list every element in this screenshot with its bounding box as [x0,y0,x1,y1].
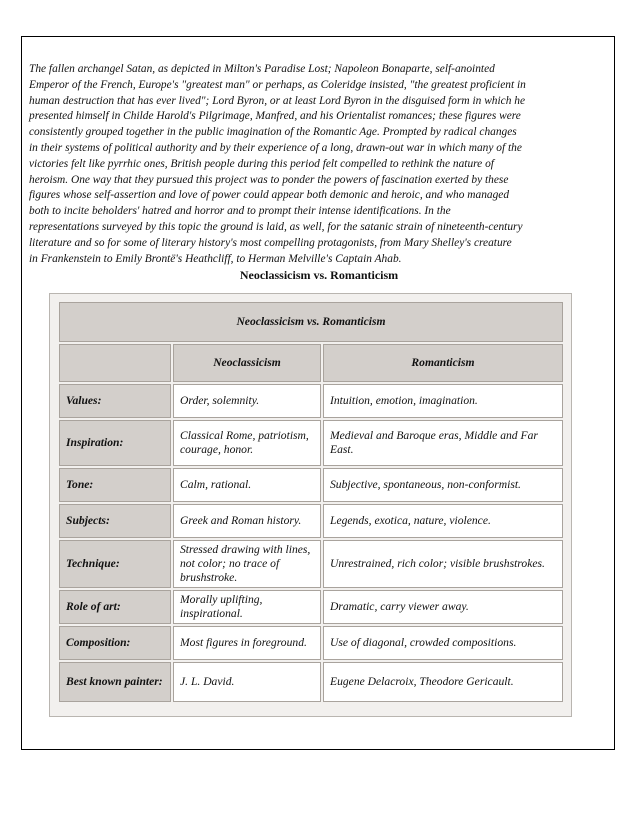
intro-line: figures whose self-assertion and love of power could appear both demonic and heroic, and who managed [29,189,510,202]
table-row [59,384,563,418]
table-row [59,420,563,466]
rom-cell: Eugene Delacroix, Theodore Gericault. [323,662,563,702]
intro-line: heroism. One way that they pursued this project was to ponder the powers of fascination exerted by these [29,173,509,186]
neo-cell: J. L. David. [173,662,321,702]
neo-cell: Classical Rome, patriotism, courage, honor. [173,420,321,466]
intro-line: consistently grouped together in the public imagination of the Romantic Age. Prompted by radical changes [29,126,517,139]
neo-cell: Order, solemnity. [173,384,321,418]
intro-line: in their systems of political authority and by their experience of a long, drawn-out war in which many of the [29,141,522,154]
neo-cell: Morally uplifting, inspirational. [173,590,321,624]
header-neoclassicism: Neoclassicism [173,344,321,382]
neo-cell: Most figures in foreground. [173,626,321,660]
row-label: Technique: [59,540,171,588]
comparison-table [57,300,565,704]
table-header-row [59,344,563,382]
intro-line: Emperor of the French, Europe's "greatest man" or perhaps, as Coleridge insisted, "the greatest proficient in [29,78,526,91]
intro-paragraph [29,62,607,267]
rom-cell: Subjective, spontaneous, non-conformist. [323,468,563,502]
rom-cell: Dramatic, carry viewer away. [323,590,563,624]
rom-cell: Legends, exotica, nature, violence. [323,504,563,538]
table-row [59,504,563,538]
rom-cell: Intuition, emotion, imagination. [323,384,563,418]
row-label: Inspiration: [59,420,171,466]
intro-line: victories felt like pyrrhic ones, British people during this period felt compelled to rethink the nature of [29,157,494,170]
intro-line: representations surveyed by this topic the ground is laid, as well, for the satanic strain of nineteenth-century [29,220,523,233]
header-romanticism: Romanticism [323,344,563,382]
table-row [59,626,563,660]
row-label: Composition: [59,626,171,660]
neo-cell: Stressed drawing with lines, not color; no trace of brushstroke. [173,540,321,588]
neo-cell: Greek and Roman history. [173,504,321,538]
table-row [59,662,563,702]
intro-line: presented himself in Childe Harold's Pilgrimage, Manfred, and his Orientalist romances; these figures were [29,110,521,123]
row-label: Role of art: [59,590,171,624]
row-label: Subjects: [59,504,171,538]
rom-cell: Unrestrained, rich color; visible brushstrokes. [323,540,563,588]
table-banner: Neoclassicism vs. Romanticism [59,302,563,342]
table-caption: Neoclassicism vs. Romanticism [239,268,399,282]
row-label: Best known painter: [59,662,171,702]
table-row [59,468,563,502]
rom-cell: Medieval and Baroque eras, Middle and Far East. [323,420,563,466]
table-row [59,540,563,588]
intro-line: literature and so for some of literary history's most compelling protagonists, from Mary Shelley's creature [29,236,512,249]
row-label: Tone: [59,468,171,502]
row-label: Values: [59,384,171,418]
intro-line: in Frankenstein to Emily Brontë's Heathcliff, to Herman Melville's Captain Ahab. [29,252,402,265]
header-empty-cell [59,344,171,382]
intro-line: human destruction that has ever lived"; Lord Byron, or at least Lord Byron in the disguised form in which he [29,94,526,107]
intro-line: The fallen archangel Satan, as depicted in Milton's Paradise Lost; Napoleon Bonaparte, self-anointed [29,63,495,75]
neo-cell: Calm, rational. [173,468,321,502]
table-banner-row [59,302,563,342]
intro-line: both to incite beholders' hatred and horror and to prompt their intense identifications. In the [29,205,451,218]
table-row [59,590,563,624]
rom-cell: Use of diagonal, crowded compositions. [323,626,563,660]
